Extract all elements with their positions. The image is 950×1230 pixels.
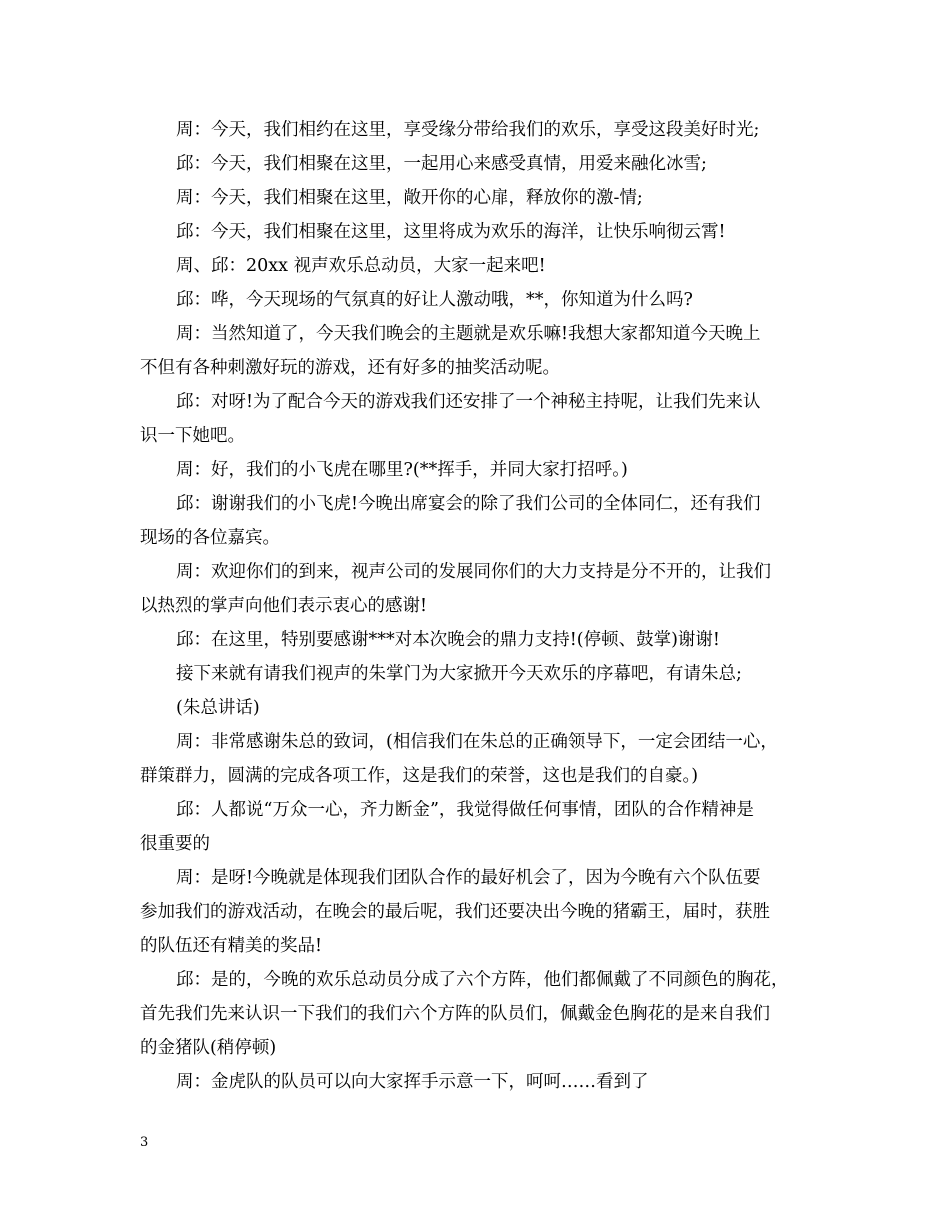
text-line: 周：非常感谢朱总的致词，(相信我们在朱总的正确领导下，一定会团结一心，	[176, 732, 778, 752]
page-number: 3	[140, 1135, 149, 1150]
text-line: 邱：人都说“万众一心，齐力断金”，我觉得做任何事情，团队的合作精神是	[176, 800, 754, 820]
text-line: 的队伍还有精美的奖品!	[140, 936, 323, 956]
text-line: 周：当然知道了，今天我们晚会的主题就是欢乐嘛!我想大家都知道今天晚上	[176, 324, 761, 344]
text-line: 的金猪队(稍停顿)	[140, 1038, 277, 1058]
text-line: 邱：是的，今晚的欢乐总动员分成了六个方阵，他们都佩戴了不同颜色的胸花，	[176, 970, 789, 990]
text-line: 周：是呀!今晚就是体现我们团队合作的最好机会了，因为今晚有六个队伍要	[176, 868, 761, 888]
text-line: 以热烈的掌声向他们表示衷心的感谢!	[140, 596, 428, 616]
text-line: 周、邱：20xx 视声欢乐总动员，大家一起来吧!	[176, 256, 546, 276]
text-line: 群策群力，圆满的完成各项工作，这是我们的荣誉，这也是我们的自豪。)	[140, 766, 699, 786]
text-line: 邱：哗，今天现场的气氛真的好让人激动哦，**，你知道为什么吗?	[176, 290, 693, 310]
text-line: 周：今天，我们相约在这里，享受缘分带给我们的欢乐，享受这段美好时光;	[176, 120, 760, 140]
text-line: 周：好，我们的小飞虎在哪里?(**挥手，并同大家打招呼。)	[176, 460, 628, 480]
text-line: 周：今天，我们相聚在这里，敞开你的心扉，释放你的激-情;	[176, 188, 643, 208]
text-line: 不但有各种刺激好玩的游戏，还有好多的抽奖活动呢。	[140, 358, 560, 378]
text-line: 周：金虎队的队员可以向大家挥手示意一下，呵呵……看到了	[176, 1072, 649, 1092]
text-line: 邱：今天，我们相聚在这里，这里将成为欢乐的海洋，让快乐响彻云霄!	[176, 222, 726, 242]
text-line: 周：欢迎你们的到来，视声公司的发展同你们的大力支持是分不开的，让我们	[176, 562, 771, 582]
text-line: 邱：在这里，特别要感谢***对本次晚会的鼎力支持!(停顿、鼓掌)谢谢!	[176, 630, 720, 650]
text-line: 邱：今天，我们相聚在这里，一起用心来感受真情，用爱来融化冰雪;	[176, 154, 707, 174]
text-line: (朱总讲话)	[176, 698, 260, 718]
text-line: 邱：谢谢我们的小飞虎!今晚出席宴会的除了我们公司的全体同仁，还有我们	[176, 494, 761, 514]
text-line: 现场的各位嘉宾。	[140, 528, 280, 548]
text-line: 很重要的	[140, 834, 210, 854]
text-line: 接下来就有请我们视声的朱掌门为大家掀开今天欢乐的序幕吧，有请朱总;	[176, 664, 742, 684]
text-line: 识一下她吧。	[140, 426, 245, 446]
text-line: 邱：对呀!为了配合今天的游戏我们还安排了一个神秘主持呢，让我们先来认	[176, 392, 761, 412]
text-line: 首先我们先来认识一下我们的我们六个方阵的队员们，佩戴金色胸花的是来自我们	[140, 1004, 770, 1024]
text-line: 参加我们的游戏活动，在晚会的最后呢，我们还要决出今晚的猪霸王，届时，获胜	[140, 902, 770, 922]
